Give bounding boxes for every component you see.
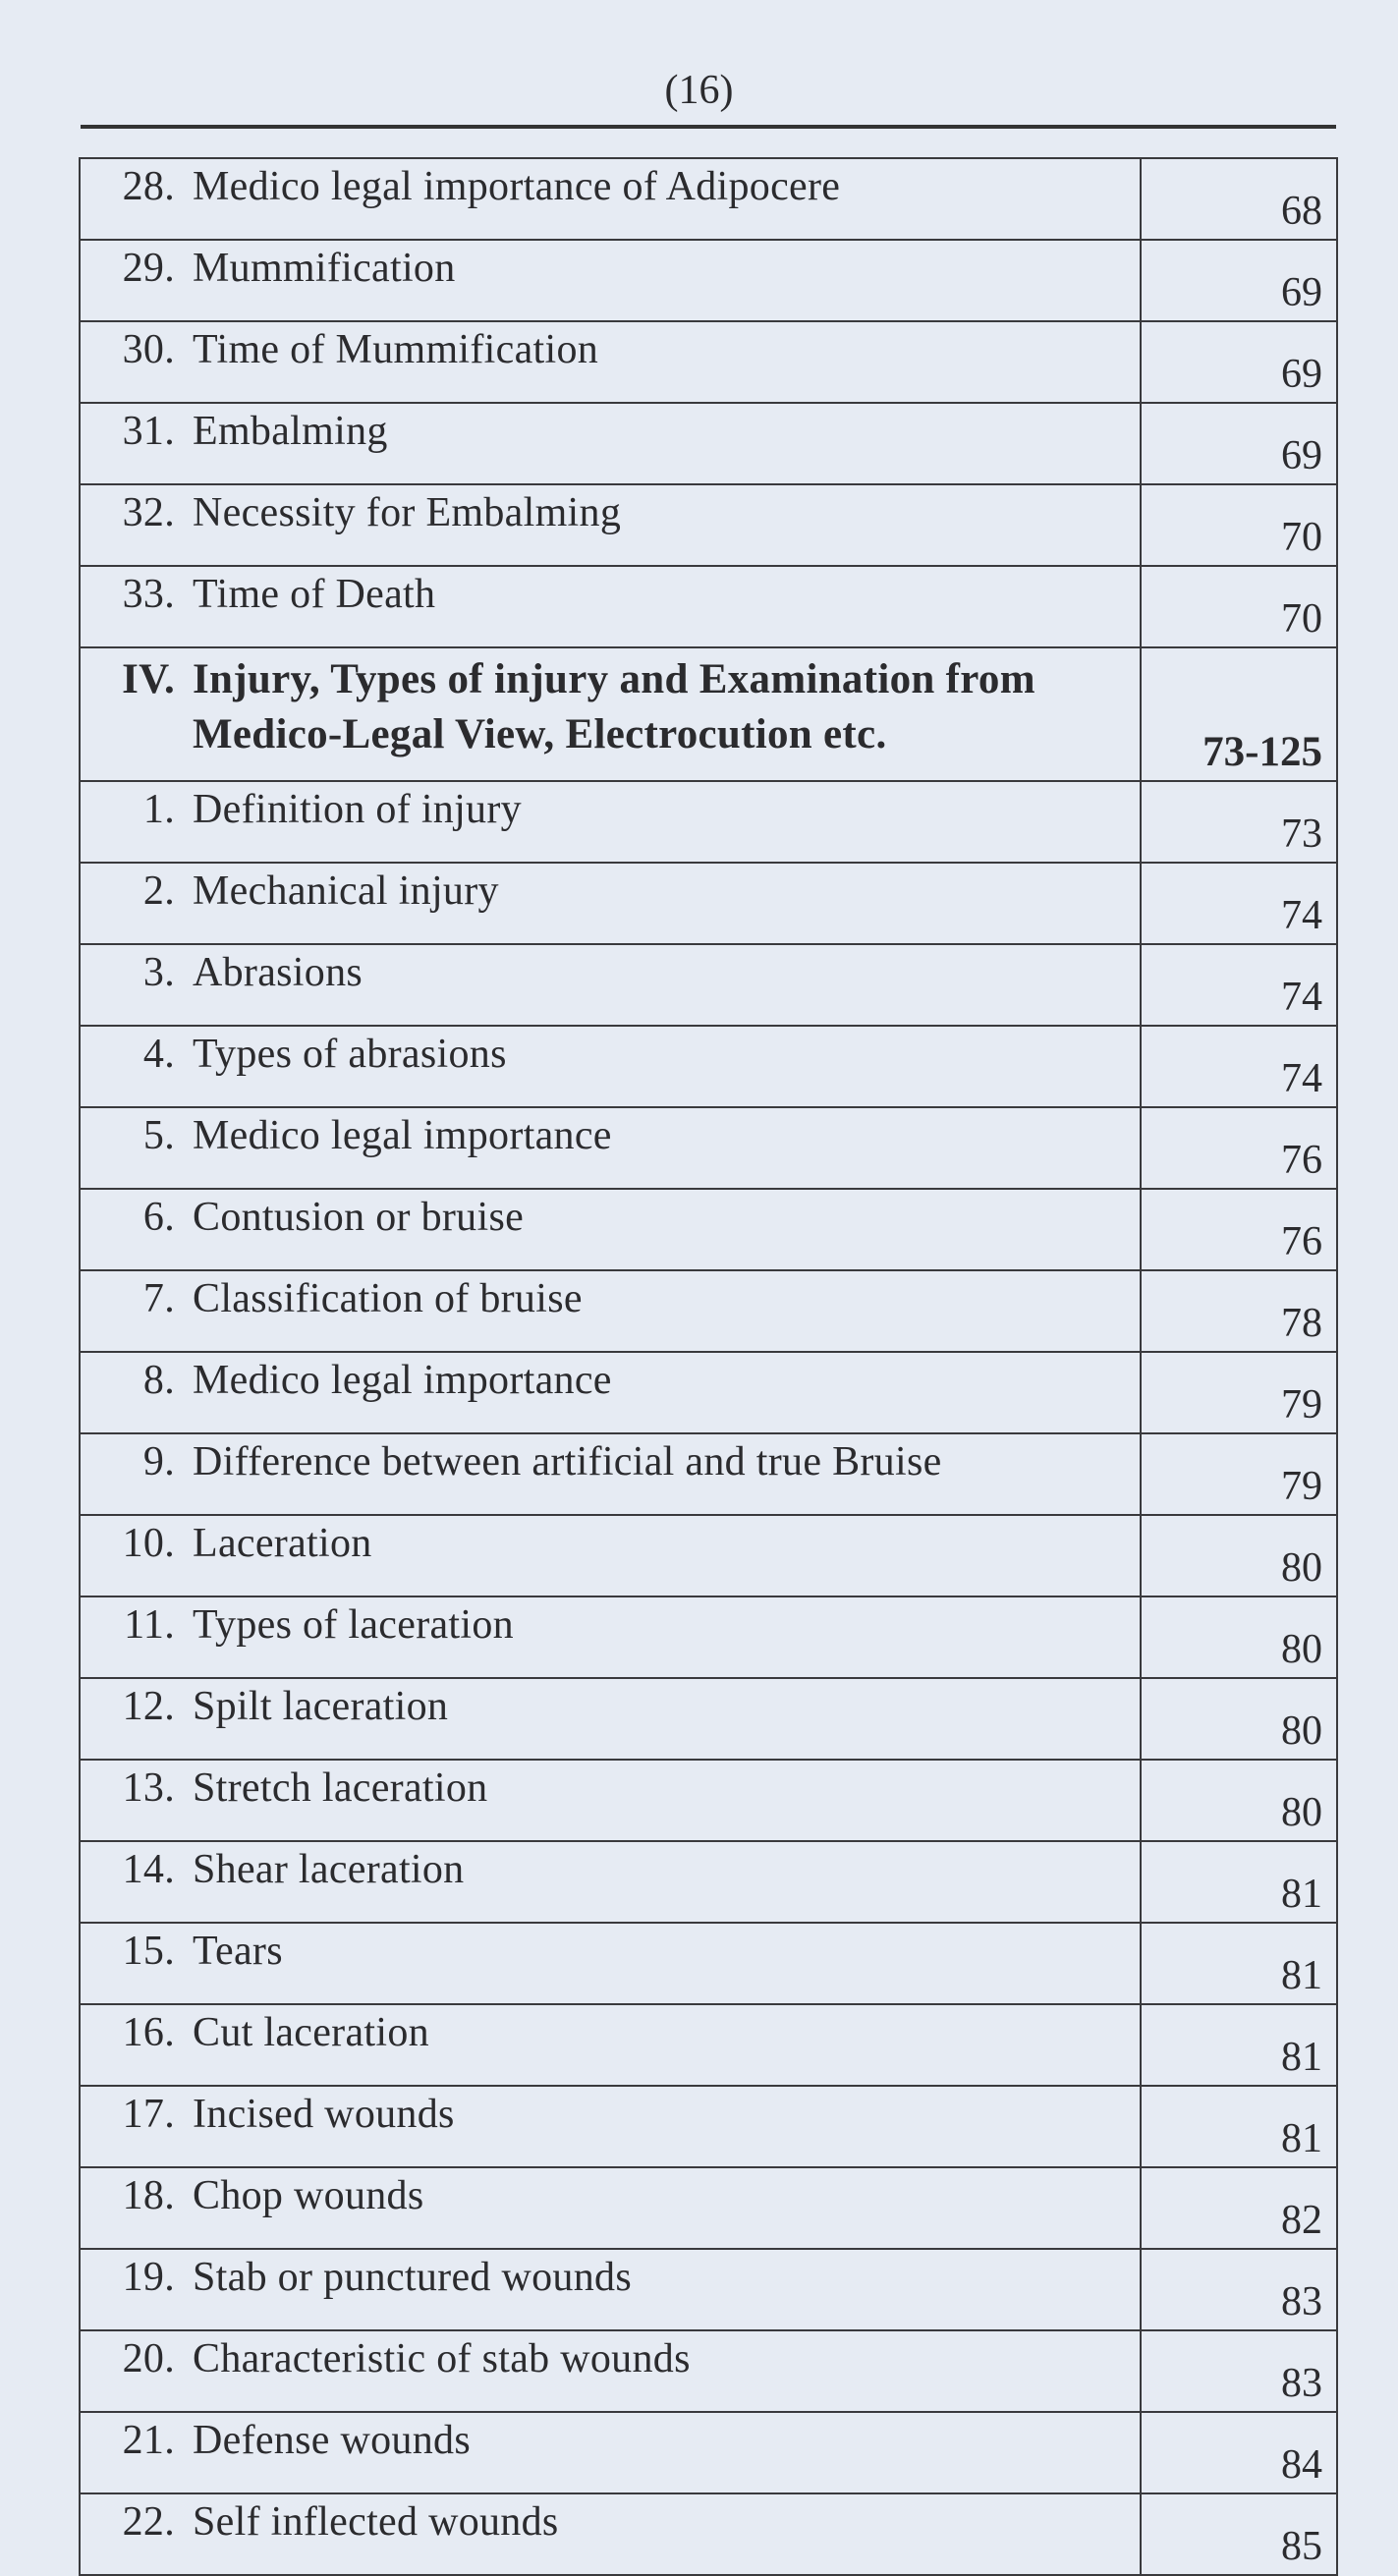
toc-page-number: 73-125: [1141, 647, 1337, 781]
toc-entry-title: Self inflected wounds: [193, 2499, 559, 2545]
toc-entry-title: Medico legal importance of Adipocere: [193, 164, 841, 209]
toc-entry-title: Shear laceration: [193, 1847, 465, 1892]
toc-entry-number: 33.: [122, 572, 175, 617]
toc-entry-number: 20.: [122, 2336, 175, 2381]
toc-entry-number: 19.: [122, 2255, 175, 2300]
toc-entry-cell: [80, 1433, 1141, 1515]
toc-entry-title: Injury, Types of injury and Examination from Medico-Legal View, Electrocution etc.: [193, 656, 1035, 757]
toc-page-number: 76: [1141, 1107, 1337, 1189]
toc-row: [80, 1107, 1337, 1189]
toc-entry-cell: [80, 1841, 1141, 1923]
toc-page-number: 80: [1141, 1678, 1337, 1760]
toc-page-number: 80: [1141, 1515, 1337, 1596]
toc-page-number: 85: [1141, 2493, 1337, 2575]
toc-entry-title: Classification of bruise: [193, 1276, 583, 1321]
toc-row: [80, 403, 1337, 484]
toc-entry-number: 8.: [142, 1358, 175, 1403]
toc-entry-number: 32.: [122, 490, 175, 535]
toc-row: [80, 1760, 1337, 1841]
toc-page-number: 83: [1141, 2330, 1337, 2412]
toc-row: [80, 2167, 1337, 2249]
toc-entry-number: 5.: [142, 1113, 175, 1158]
toc-entry-cell: [80, 2167, 1141, 2249]
toc-page-number: 69: [1141, 403, 1337, 484]
toc-row: [80, 1270, 1337, 1352]
toc-entry-number: 17.: [122, 2092, 175, 2137]
toc-entry-title: Contusion or bruise: [193, 1195, 525, 1240]
toc-row: [80, 2249, 1337, 2330]
toc-page-number: 81: [1141, 2004, 1337, 2086]
toc-entry-cell: [80, 2493, 1141, 2575]
toc-page-number: 79: [1141, 1433, 1337, 1515]
toc-entry-title: Medico legal importance: [193, 1358, 612, 1403]
toc-entry-cell: [80, 1352, 1141, 1433]
toc-entry-title: Difference between artificial and true Bruise: [193, 1439, 942, 1484]
toc-entry-cell: [80, 240, 1141, 321]
toc-entry-number: 22.: [122, 2499, 175, 2545]
toc-entry-title: Tears: [193, 1929, 283, 1974]
toc-page-number: 76: [1141, 1189, 1337, 1270]
toc-entry-cell: [80, 1760, 1141, 1841]
toc-page-number: 79: [1141, 1352, 1337, 1433]
toc-page-number: 82: [1141, 2167, 1337, 2249]
toc-row: [80, 2493, 1337, 2575]
toc-entry-number: 14.: [122, 1847, 175, 1892]
toc-entry-cell: [80, 944, 1141, 1026]
toc-entry-cell: [80, 2004, 1141, 2086]
toc-entry-cell: [80, 2249, 1141, 2330]
toc-row: [80, 1352, 1337, 1433]
toc-row: [80, 566, 1337, 647]
toc-row: [80, 1433, 1337, 1515]
toc-page-number: 69: [1141, 321, 1337, 403]
toc-entry-cell: [80, 566, 1141, 647]
toc-entry-cell: [80, 403, 1141, 484]
toc-entry-number: 7.: [142, 1276, 175, 1321]
toc-page-number: 84: [1141, 2412, 1337, 2493]
toc-row: [80, 2004, 1337, 2086]
toc-page-number: 70: [1141, 484, 1337, 566]
toc-page-number: 80: [1141, 1596, 1337, 1678]
toc-entry-number: 18.: [122, 2173, 175, 2218]
toc-entry-title: Types of abrasions: [193, 1032, 507, 1077]
toc-row: [80, 944, 1337, 1026]
toc-entry-cell: [80, 2412, 1141, 2493]
toc-page-number: 73: [1141, 781, 1337, 863]
toc-entry-title: Chop wounds: [193, 2173, 424, 2218]
toc-page-number: 74: [1141, 944, 1337, 1026]
toc-entry-cell: [80, 2086, 1141, 2167]
toc-entry-number: 16.: [122, 2010, 175, 2055]
toc-row: [80, 1841, 1337, 1923]
toc-page-number: 83: [1141, 2249, 1337, 2330]
toc-entry-title: Laceration: [193, 1521, 372, 1566]
toc-entry-title: Time of Mummification: [193, 327, 599, 372]
toc-page-number: 69: [1141, 240, 1337, 321]
page-number: (16): [664, 68, 734, 113]
toc-page-number: 78: [1141, 1270, 1337, 1352]
toc-entry-title: Mechanical injury: [193, 868, 499, 914]
toc-entry-cell: [80, 158, 1141, 240]
toc-page-number: 81: [1141, 2086, 1337, 2167]
toc-entry-number: 6.: [142, 1195, 175, 1240]
toc-page-number: 80: [1141, 1760, 1337, 1841]
toc-entry-number: IV.: [122, 656, 175, 702]
toc-entry-title: Stab or punctured wounds: [193, 2255, 632, 2300]
toc-entry-number: 3.: [142, 950, 175, 995]
toc-entry-title: Stretch laceration: [193, 1765, 488, 1811]
toc-entry-cell: [80, 863, 1141, 944]
toc-entry-number: 13.: [122, 1765, 175, 1811]
toc-row: [80, 2412, 1337, 2493]
toc-entry-title: Incised wounds: [193, 2092, 455, 2137]
toc-entry-number: 28.: [122, 164, 175, 209]
toc-entry-title: Necessity for Embalming: [193, 490, 622, 535]
toc-row: [80, 1189, 1337, 1270]
toc-page-number: 74: [1141, 863, 1337, 944]
toc-entry-title: Defense wounds: [193, 2418, 471, 2463]
toc-entry-cell: [80, 1026, 1141, 1107]
toc-entry-cell: [80, 1596, 1141, 1678]
toc-row: [80, 1026, 1337, 1107]
toc-entry-title: Types of laceration: [193, 1602, 514, 1648]
toc-row: [80, 1515, 1337, 1596]
toc-row: [80, 484, 1337, 566]
toc-page-number: 68: [1141, 158, 1337, 240]
toc-entry-title: Time of Death: [193, 572, 436, 617]
toc-entry-title: Mummification: [193, 246, 456, 291]
toc-page-number: 74: [1141, 1026, 1337, 1107]
toc-entry-number: 9.: [142, 1439, 175, 1484]
toc-entry-cell: [80, 484, 1141, 566]
toc-entry-title: Cut laceration: [193, 2010, 429, 2055]
toc-entry-cell: [80, 1515, 1141, 1596]
toc-entry-cell: [80, 321, 1141, 403]
toc-row: [80, 781, 1337, 863]
header-rule: [81, 125, 1336, 129]
toc-row: [80, 158, 1337, 240]
table-of-contents: [79, 157, 1338, 2576]
toc-page-number: 81: [1141, 1923, 1337, 2004]
toc-section-row: [80, 647, 1337, 781]
toc-row: [80, 2330, 1337, 2412]
toc-entry-cell: [80, 2330, 1141, 2412]
toc-body: [80, 158, 1337, 2575]
toc-entry-title: Characteristic of stab wounds: [193, 2336, 691, 2381]
toc-entry-number: 30.: [122, 327, 175, 372]
toc-entry-number: 21.: [122, 2418, 175, 2463]
toc-entry-title: Embalming: [193, 409, 388, 454]
toc-entry-cell: [80, 1678, 1141, 1760]
toc-entry-number: 12.: [122, 1684, 175, 1729]
toc-row: [80, 1596, 1337, 1678]
toc-row: [80, 240, 1337, 321]
toc-entry-title: Definition of injury: [193, 787, 522, 832]
toc-page-number: 70: [1141, 566, 1337, 647]
toc-row: [80, 1923, 1337, 2004]
toc-entry-number: 15.: [122, 1929, 175, 1974]
toc-row: [80, 321, 1337, 403]
toc-entry-title: Spilt laceration: [193, 1684, 449, 1729]
toc-row: [80, 2086, 1337, 2167]
toc-entry-number: 1.: [142, 787, 175, 832]
toc-entry-number: 29.: [122, 246, 175, 291]
toc-entry-cell: [80, 1270, 1141, 1352]
toc-entry-cell: [80, 1107, 1141, 1189]
toc-entry-title: Medico legal importance: [193, 1113, 612, 1158]
toc-entry-number: 2.: [142, 868, 175, 914]
toc-row: [80, 1678, 1337, 1760]
toc-entry-cell: [80, 1923, 1141, 2004]
toc-row: [80, 863, 1337, 944]
toc-entry-number: 10.: [122, 1521, 175, 1566]
toc-entry-cell: [80, 1189, 1141, 1270]
toc-entry-number: 31.: [122, 409, 175, 454]
toc-page-number: 81: [1141, 1841, 1337, 1923]
toc-entry-number: 11.: [124, 1602, 175, 1648]
toc-entry-number: 4.: [142, 1032, 175, 1077]
toc-entry-cell: [80, 647, 1141, 781]
toc-entry-cell: [80, 781, 1141, 863]
toc-entry-title: Abrasions: [193, 950, 363, 995]
